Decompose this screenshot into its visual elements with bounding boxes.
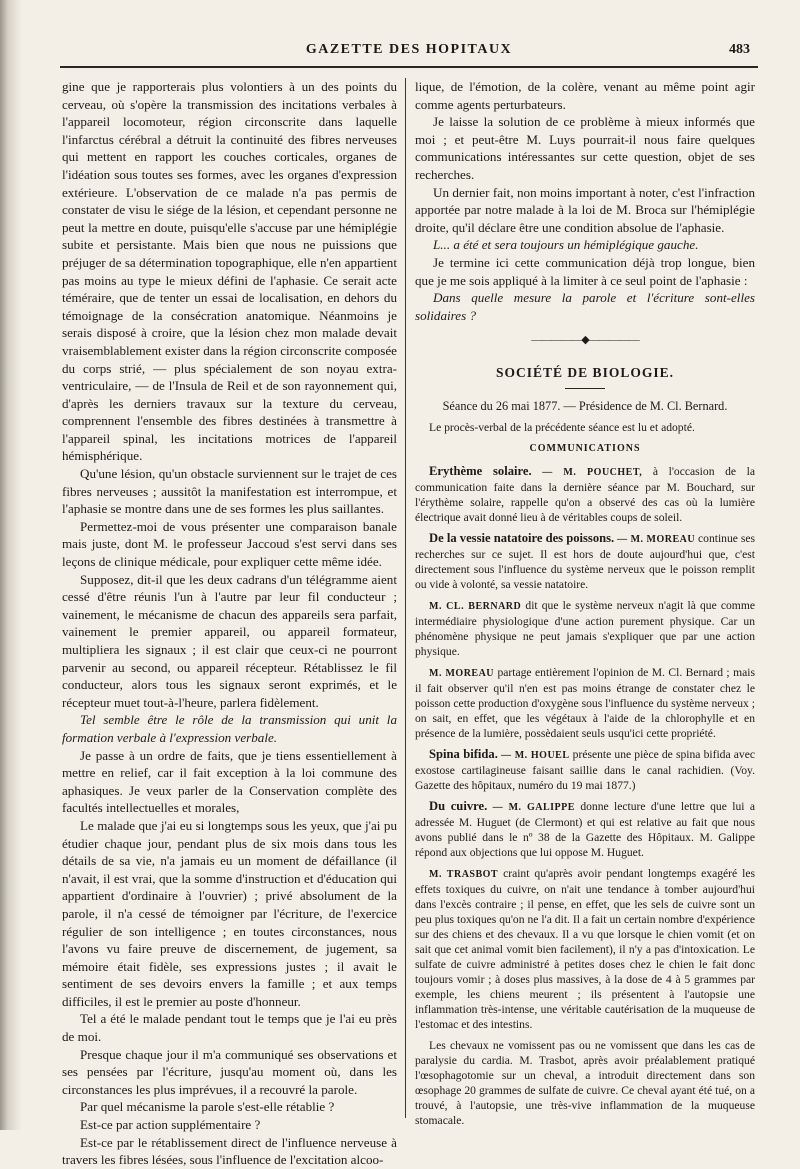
communication-item (415, 1038, 755, 1128)
page-binding-shadow (0, 0, 22, 1130)
paragraph: Supposez, dit-il que les deux cadrans d'un télégramme aient cessé d'être réunis l'un à l'autre par leur fil conducteur ; vainement, le mécanisme de chacun des appareils sera parfait, vainement le premier appareil, ou appareil formateur, multipliera les signaux ; il est clair que ceux-ci ne pourront parvenir au second, ou appareil récepteur. Rétablissez le fil conducteur, alors tous les signaux seront exprimés, et le récepteur muet tout-à-l'heure, parlera fidèlement. (62, 571, 397, 710)
paragraph: Tel a été le malade pendant tout le temps que je l'ai eu près de moi. (62, 1011, 397, 1045)
item-speaker: — M. HOUEL (500, 749, 570, 761)
item-text: dit que le système nerveux n'agit là que comme intermédiaire physiologique d'une action purement physique. Car un phénomène physique ne peut jamais s'expliquer que par une action physique. (415, 598, 755, 658)
paragraph: Je termine ici cette communication déjà trop longue, bien que je me sois appliqué à la limiter à ce seul point de l'aphasie : (415, 254, 755, 288)
paragraph: Dans quelle mesure la parole et l'écriture sont-elles solidaires ? (415, 290, 755, 323)
communication-item (415, 464, 755, 525)
left-column (62, 78, 397, 1169)
header-rule (60, 66, 758, 68)
item-text: donne lecture d'une lettre que lui a adressée M. Huguet (de Clermont) et qui est relative au fait que nous avons publié dans le nº 38 de la Gazette des Hôpitaux. M. Galippe répond aux objections que lui oppose M. Huguet. (415, 799, 755, 859)
item-text: partage entièrement l'opinion de M. Cl. Bernard ; mais il fait observer qu'il n'en est pas moins étrange de constater chez le poisson cette production d'oxygène sous l'influence du système nerveux ; on sait, en effet, que les végétaux à l'aide de la chlorophylle et en présence de la lumière, possèdaient seuls usqu'ici cette propriété. (415, 665, 755, 740)
page-number: 483 (729, 42, 750, 57)
paragraph: Presque chaque jour il m'a communiqué ses observations et ses pensées par l'écriture, jusqu'au moment où, dans les circonstances les plus imprévues, il a recouvré la parole. (62, 1046, 397, 1097)
item-text: Les chevaux ne vomissent pas ou ne vomissent que dans les cas de paralysie du cardia. M. Trasbot, après avoir préalablement pratiqué l'œsophagotomie sur un cheval, a introduit directement dans son œsophage 20 grammes de sulfate de cuivre. Ce cheval ayant été tué, on a trouvé, à l'autopsie, une très-vive inflammation de la muqueuse stomacale. (415, 1038, 755, 1127)
communication-item (415, 598, 755, 659)
paragraph: Tel semble être le rôle de la transmission qui unit la formation verbale à l'expression verbale. (62, 712, 397, 745)
paragraph: Est-ce par le rétablissement direct de l'influence nerveuse à travers les fibres lésées, sous l'influence de l'excitation alcoo- (62, 1134, 397, 1168)
item-speaker: — M. MOREAU (617, 533, 696, 545)
item-topic: De la vessie natatoire des poissons. (429, 530, 615, 545)
paragraph: Le malade que j'ai eu si longtemps sous les yeux, que j'ai pu étudier chaque jour, pendant plus de six mois dans tous les détails de sa vie, n'a jamais eu un moment de défaillance (il n'avait, il est vrai, que la somme d'instruction et d'éducation qui appartient d'ordinaire à l'ouvrier) ; privé absolument de la parole, il n'a cessé de témoigner par l'écriture, de l'exercice régulier de son intelligence ; en toutes circonstances, nous l'avons vu faire preuve de discernement, de jugement, sa mémoire était fidèle, ses expressions justes ; il avait le sentiment de ses devoirs envers la famille ; et aux temps difficiles, il est le premier au poste d'honneur. (62, 817, 397, 1009)
paragraph: Est-ce par action supplémentaire ? (80, 1117, 261, 1133)
minutes-line: Le procès-verbal de la précédente séance est lu et adopté. (429, 420, 695, 434)
session-line: Séance du 26 mai 1877. — Présidence de M. Cl. Bernard. (442, 398, 728, 413)
communication-item (415, 799, 755, 860)
communication-item (415, 665, 755, 741)
section-separator: —————◆————— (531, 334, 639, 347)
communication-item (415, 866, 755, 1032)
item-topic: Du cuivre. (429, 798, 488, 813)
communication-item (415, 747, 755, 793)
title-rule (565, 388, 605, 389)
society-report (415, 399, 755, 1128)
item-text: à l'occasion de la communication faite dans la dernière séance par M. Bouchard, sur l'érythème solaire, rappelle qu'on a observé des cas où la lumière électrique avait donné lieu à de véritables coups de soleil. (415, 464, 755, 524)
column-divider (405, 78, 406, 1118)
paragraph: lique, de l'émotion, de la colère, venant au même point agir comme agents perturbateurs. (415, 79, 755, 112)
right-column (415, 78, 755, 1134)
section-title: SOCIÉTÉ DE BIOLOGIE. (496, 364, 674, 380)
item-text: continue ses recherches sur ce sujet. Il est hors de doute aujourd'hui que, c'est directement sous l'influence du système nerveux que le poisson remplit ou vide à volonté, sa vessie natatoire. (415, 531, 755, 591)
item-speaker: M. MOREAU (429, 667, 495, 679)
communications-heading: COMMUNICATIONS (529, 442, 641, 454)
item-text: craint qu'après avoir pendant longtemps exagéré les effets toxiques du cuivre, on n'ait une tendance à tomber aujourd'hui dans l'excès contraire ; il pense, en effet, que les sels de cuivre sont un peu plus toxiques qu'on ne l'a dit. Il a fait un certain nombre d'expérience sur des chiens et des chevaux. Il a vu que lorsque le chien vomit (et on sait que cet animal vomit bien facilement), il n'y a pas d'intoxication. Le sulfate de cuivre administré à petites doses chez le chien le fait donc toujours vomir ; à doses plus massives, à la dose de 4 à 5 grammes par exemple, les chiens meurent ; ils présentent à l'autopsie une inflammation très-intense, une véritable cautérisation de la muqueuse de l'estomac et des intestins. (415, 866, 756, 1031)
item-topic: Erythème solaire. (429, 463, 532, 478)
paragraph: Par quel mécanisme la parole s'est-elle rétablie ? (80, 1099, 335, 1115)
item-speaker: — M. GALIPPE (492, 801, 575, 813)
paragraph: Je passe à un ordre de faits, que je tiens essentiellement à mettre en relief, car il fait exception à la loi commune des aphasiques. Je veux parler de la Conservation complète des facultés intellectuelles et morales, (62, 747, 397, 816)
paragraph: gine que je rapporterais plus volontiers à un des points du cerveau, où s'opère la transmission des incitations verbales à l'appareil locomoteur, région circonscrite dans laquelle l'infarctus cérébral a détruit la continuité des fibres nerveuses qui mettent en rapport les couches corticales, organes de l'idéation sous toutes ses formes, avec les organes d'expression extérieure. L'observation de ce malade n'a pas permis de constater de visu le siége de la lésion, et cependant personne ne peut la mettre en doute, puisqu'elle s'accuse par une hémiplégie subite et persistante. Mais bien que nous ne puissions que préjuger de sa détermination topographique, elle n'en appartient pas moins au type le mieux défini de l'aphasie. Ce serait acte téméraire, que de tenter un essai de localisation, en dehors du témoignage de la consécration anatomique. Néanmoins je serais disposé à croire, que la lésion chez mon malade devait vraisemblablement exister dans la région circonscrite composée du corps strié, — plus spécialement de son noyau extra-ventriculaire, — de l'Insula de Reil et de son rayonnement qui, d'après les derniers travaux sur la texture du cerveau, comprennent l'ensemble des fibres destinées à transmettre à l'appareil spinal, les incitations motrices de l'appareil hémisphérique. (62, 79, 397, 464)
paragraph: L... a été et sera toujours un hémiplégique gauche. (433, 237, 699, 253)
item-topic: Spina bifida. (429, 746, 498, 761)
item-speaker: M. CL. BERNARD (429, 600, 522, 612)
item-text: présente une pièce de spina bifida avec exostose cartilagineuse faisant saillie dans le canal rachidien. (Voy. Gazette des hôpitaux, numéro du 19 mai 1877.) (415, 747, 755, 792)
journal-title: GAZETTE DES HOPITAUX (305, 42, 513, 57)
communication-item (415, 531, 755, 592)
paragraph: Permettez-moi de vous présenter une comparaison banale mais juste, dont M. le professeur Jaccoud s'est servi dans ses leçons de clinique médicale, pour expliquer cette même idée. (62, 518, 397, 570)
paragraph: Qu'une lésion, qu'un obstacle surviennent sur le trajet de ces fibres nerveuses ; aussitôt la manifestation est interrompue, et l'aphasie se montre dans une de ses formes les plus saillantes. (62, 466, 397, 517)
paragraph: Je laisse la solution de ce problème à mieux informés que moi ; et peut-être M. Luys pourrait-il nous faire quelques communications intéressantes sur cette question, objet de ses recherches. (415, 114, 755, 182)
item-speaker: M. TRASBOT (429, 868, 499, 880)
paragraph: Un dernier fait, non moins important à noter, c'est l'infraction apportée par notre malade à la loi de M. Broca sur l'hémiplégie droite, qu'il déclare être une condition absolue de l'aphasie. (415, 184, 755, 235)
running-header (60, 42, 758, 64)
item-speaker: — M. POUCHET, (542, 466, 643, 478)
